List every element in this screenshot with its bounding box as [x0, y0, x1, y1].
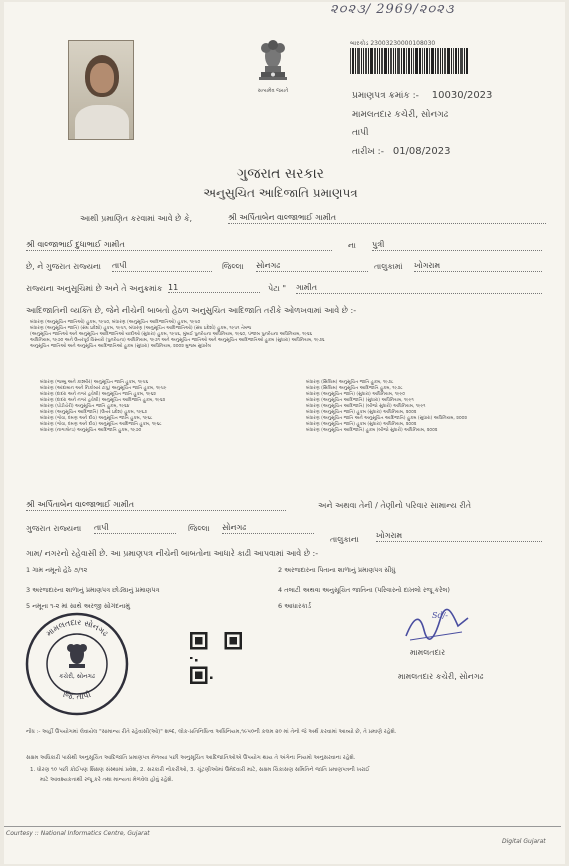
father-name: શ્રી વાલ્જાભાઈ દુધાભાઈ ગામીત: [26, 240, 332, 251]
relation-na: ના: [348, 241, 356, 250]
barcode-bar: [361, 48, 362, 74]
government-title: ગુજરાત સરકાર: [237, 166, 324, 182]
order-item: બંધારણ (અનુસૂચિત જાતિ) હુકમ (સુધારા) અધિનિયમ, ૨૦૦૨: [306, 422, 417, 427]
signature-scribble: Sd/-: [432, 611, 448, 620]
order-item: બંધારણ (આંદામાન અને નિકોબાર ટાપુ) અનુસૂચિત જાતિ હુકમ, ૧૯૫૯: [40, 386, 167, 391]
applicant-photo: [68, 40, 134, 140]
barcode-bar: [374, 48, 376, 74]
order-item: બંધારણ (નાગાલેન્ડ) અનુસૂચિત આદિજાતિ હુકમ, ૧૯૭૦: [40, 428, 142, 433]
handwritten-reference: ૨૦૨૩/ 2969/૨૦૨૩: [330, 2, 455, 17]
barcode-bar: [422, 48, 423, 74]
official-seal: [22, 606, 132, 716]
barcode-bar: [431, 48, 434, 74]
barcode-bar: [464, 48, 465, 74]
order-item: બંધારણ (ગોવા, દમણ અને દીવ) અનુસૂચિત આદિજાતિ હુકમ, ૧૯૬૮: [40, 422, 162, 427]
date-row: [352, 146, 450, 157]
res-taluka-label: તાલુકાના: [330, 535, 359, 544]
seal-mid-text: કચેરી, સોનગઢ: [59, 673, 95, 680]
residence-name: શ્રી અર્પિતાબેન વાલ્જાભાઈ ગામીત: [26, 500, 286, 511]
barcode-bar: [406, 48, 407, 74]
res-jillo: સોનગઢ: [222, 523, 314, 534]
note-conditions: 1. ધોરણ ૧૦ પછી કોઈપણ શિક્ષણ સંસ્થામાં પ્રવેશ, 2. સરકારી નોકરીઓ, 3. ચૂંટણીઓમાં ઉમેદવારી માટે, સક્ષમ ચિકાસણ સમિતિને જાતિ પ્રમાણપત્રની ખરાઈ: [30, 767, 370, 773]
signatory-title: મામલતદાર: [410, 648, 446, 657]
anusuchi-text: રાજ્યના અનુસૂચિમાં છે અને તે અનુક્રમાંક: [26, 284, 163, 293]
pet-value: ગામીત: [296, 283, 542, 294]
order-item: બંધારણ (દાદરા અને નગર હવેલી) અનુસૂચિત આદિજાતિ હુકમ, ૧૯૬૨: [40, 398, 166, 403]
signatory-office: મામલતદાર કચેરી, સોનગઢ: [398, 672, 484, 681]
seal-emblem-icon: [67, 644, 87, 668]
closing-text: ગામ/ નગરનો રહેવાસી છે. આ પ્રમાણપત્ર નીચેની બાબતોના આધારે કાઢી આપવામાં આવે છે :-: [26, 549, 319, 558]
taluka-value: ખોગરામ: [414, 261, 542, 272]
barcode-bar: [451, 48, 452, 74]
certificate-number-label: પ્રમાણપત્ર ક્રમાંક :-: [352, 91, 419, 101]
barcode: [350, 48, 480, 74]
doc-item: 3 અરજદારના શાળાનું પ્રમાણપત્ર છોડ્યાનું પ્રમાણપત્ર: [26, 586, 160, 594]
orders-column-2: [306, 380, 546, 434]
law-line: બંધારણ (અનુસૂચિત જાતિ) (સંઘ પ્રદેશો) હુકમ, ૧૯૫૧, બંધારણ (અનુસૂચિત આદિજાતિઓ) (સંઘ પ્રદેશો) હુકમ, ૧૯૫૧ તેમજ: [30, 326, 252, 331]
barcode-bar: [350, 48, 351, 74]
anusuchi-number: 11: [168, 283, 260, 293]
pet-label: પેટા ": [268, 284, 287, 293]
res-state: ગુજરાત રાજ્યના: [26, 524, 82, 533]
barcode-bar: [379, 48, 380, 74]
certificate-title: અનુસુચિત આદિજાતિ પ્રમાણપત્ર: [203, 186, 358, 200]
barcode-bar: [413, 48, 414, 74]
national-emblem-icon: [252, 36, 294, 86]
order-item: બંધારણ (અનુસૂચિત જાતિ) (સુધારા) અધિનિયમ, ૧૯૯૦: [306, 392, 405, 397]
barcode-bar: [381, 48, 383, 74]
barcode-bar: [363, 48, 364, 74]
doc-item: 4 તલાટી અથવા અનુસૂચિત જાતિના (પરિવારનો દાખલો રજૂ કરેલ): [278, 586, 450, 594]
date-label: તારીખ :-: [352, 147, 384, 157]
barcode-bar: [444, 48, 446, 74]
doc-item: 1 ગામ નમૂનો હેઠે ૭/૧૨: [26, 566, 88, 574]
order-item: બંધારણ (અનુસૂચિત આદિજાતિ) (સુધારા) અધિનિયમ, ૧૯૯૧: [306, 398, 414, 403]
barcode-bar: [435, 48, 436, 74]
issue-date: 01/08/2023: [392, 146, 451, 157]
barcode-bar: [442, 48, 443, 74]
res-taluka: ખોગરામ: [376, 531, 542, 542]
order-item: બંધારણ (અનુસૂચિત આદિજાતિ) (ઉત્તર પ્રદેશ) હુકમ, ૧૯૬૭: [40, 410, 148, 415]
order-item: બંધારણ (દાદરા અને નગર હવેલી) અનુસૂચિત જાતિ હુકમ, ૧૯૬૨: [40, 392, 156, 397]
doc-item: 5 નમૂના ૧-૨ માં સાથે અરજી સોગંદનામું: [26, 602, 130, 610]
order-item: બંધારણ (સિક્કિમ) અનુસૂચિત જાતિ હુકમ, ૧૯૭૮: [306, 380, 394, 385]
barcode-bar: [466, 48, 468, 74]
barcode-bar: [357, 48, 360, 74]
barcode-bar: [460, 48, 463, 74]
svg-text:જિ. તાપી: [62, 690, 92, 702]
law-line: બંધારણ (અનુસૂચિત જાતિઓ) હુકમ, ૧૯૫૦, બંધારણ (અનુસૂચિત આદિજાતિઓ) હુકમ, ૧૯૫૦: [30, 320, 201, 325]
header-district: તાપી: [352, 128, 369, 138]
footer-brand: Digital Gujarat: [502, 838, 546, 845]
applicant-name: શ્રી અર્પિતાબેન વાલ્જાભાઈ ગામીત: [228, 213, 546, 224]
res-jillo-label: જિલ્લા: [188, 524, 210, 533]
law-line: (અનુસૂચિત જાતિઓ અને અનુસૂચિત આદિજાતિઓ યાદીઓ (સુધારા) હુકમ, ૧૯૫૬, મુંબઈ પુનર્રચના અધિનિયમ, ૧૯૬૦, પંજાબ પુનર્રચના અધિનિયમ, ૧૯૬૬: [30, 332, 313, 337]
order-item: બંધારણ (પોંડીચેરી) અનુસૂચિત જાતિ હુકમ, ૧૯૬૪: [40, 404, 130, 409]
emblem-caption: સત્યમેવ જયતે: [257, 88, 289, 94]
footer-courtesy: Courtesy :: National Informatics Centre, Gujarat: [6, 830, 150, 837]
barcode-bar: [388, 48, 389, 74]
barcode-label: બારકોડ 23003230000108030: [350, 40, 436, 47]
note-usage: સક્ષમ અધિકારી પાસેથી અનુસૂચિત આદિજાતિ પ્રમાણપત્ર મેળવ્યા પછી અનુસૂચિત આદિજાતિઓએ ઉપયોગ થાય તે અંગેના નિયમો અનુસરવાના રહેશે.: [26, 755, 356, 761]
barcode-bar: [377, 48, 378, 74]
taluka-label: તાલુકામાં: [374, 262, 403, 271]
res-district: તાપી: [94, 523, 176, 534]
footer-divider: [4, 826, 561, 827]
barcode-bar: [401, 48, 402, 74]
jillo-value: સોનગઢ: [256, 261, 368, 272]
barcode-bar: [440, 48, 441, 74]
jillo-label: જિલ્લા: [222, 262, 244, 271]
barcode-bar: [447, 48, 450, 74]
note-residence: નોંધ :- અહીં ઉપયોગમાં લેવાયેલ "સામાન્ય રીતે રહેવાસી(ઓ)" શબ્દ, લોક-પ્રતિનિધિત્વ અધિનિયમ,૧૯૫૦ની કલમ ૨૦ માં તેનો જે અર્થ કરવામાં આવ્યો છે, તે પ્રમાણે રહેશે.: [26, 729, 397, 735]
order-item: બંધારણ (અનુસૂચિત આદિજાતિ) (બીજો સુધારો) અધિનિયમ, ૧૯૯૧: [306, 404, 426, 409]
barcode-bar: [411, 48, 412, 74]
caste-line: આદિજાતિની વ્યક્તિ છે, જેને નીચેની બાબતો હેઠળ અનુસુચિત આદિજાતિ તરીકે ઓળખવામાં આવે છે :-: [26, 306, 357, 315]
certificate-number: 10030/2023: [431, 90, 493, 101]
barcode-bar: [395, 48, 396, 74]
barcode-bar: [408, 48, 410, 74]
barcode-bar: [403, 48, 405, 74]
intro-text: આથી પ્રમાણિત કરવામાં આવે છે કે,: [80, 214, 193, 223]
barcode-bar: [458, 48, 459, 74]
barcode-bar: [393, 48, 394, 74]
residence-text: અને અથવા તેની / તેણીનો પરિવાર સામાન્ય રીતે: [318, 501, 472, 510]
barcode-bar: [397, 48, 400, 74]
barcode-bar: [424, 48, 425, 74]
state-prefix: છે, ને ગુજરાત રાજ્યના: [26, 262, 101, 271]
seal-top-text: મામલતદાર સોનગઢ: [44, 617, 110, 639]
barcode-bar: [455, 48, 457, 74]
law-line: અનુસૂચિત જાતિઓ અને અનુસૂચિત આદિજાતિઓ હુકમ (સુધારા) અધિનિયમ, ૨૦૦૨ મુજબ સુધારેલ: [30, 344, 211, 349]
issuing-office: મામલતદાર કચેરી, સોનગઢ: [352, 110, 449, 120]
barcode-bar: [365, 48, 367, 74]
note-verification: માટે આવશ્યકતાથી રજૂ કરે તથા માન્યતા મેળવેલ હોવું રહેશે.: [40, 777, 174, 783]
barcode-bar: [368, 48, 369, 74]
orders-column-1: [40, 380, 270, 434]
order-item: બંધારણ (અનુસૂચિત જાતિ અને અનુસૂચિત આદિજાતિ) હુકમ (સુધારા) અધિનિયમ, ૨૦૦૨: [306, 416, 467, 421]
order-item: બંધારણ (અનુસૂચિત જાતિ) હુકમ (સુધારા) અધિનિયમ, ૨૦૦૨: [306, 410, 417, 415]
law-line: અધિનિયમ, ૧૯૭૦ અને ઉત્તરપૂર્વ વિસ્તારો (પુનર્રચના) અધિનિયમ, ૧૯૭૧ અને અનુસૂચિત જાતિઓ અને અનુસૂચિત આદિજાતિઓ હુકમ (સુધારા) અધિનિયમ, ૧૯૭૬: [30, 338, 325, 343]
order-item: બંધારણ (અનુસૂચિત આદિજાતિ) હુકમ (બીજો સુધારો) અધિનિયમ, ૨૦૦૨: [306, 428, 438, 433]
order-item: બંધારણ (સિક્કિમ) અનુસૂચિત આદિજાતિ હુકમ, ૧૯૭૮: [306, 386, 403, 391]
barcode-bar: [426, 48, 428, 74]
doc-item: 6 આધારકાર્ડ: [278, 602, 312, 610]
verification-qr-code: [190, 632, 242, 684]
relation-value: પુત્રી: [372, 240, 542, 251]
barcode-bar: [355, 48, 356, 74]
tiny-law-list: [30, 320, 550, 350]
order-item: બંધારણ (જમ્મુ અને કાશ્મીર) અનુસૂચિત જાતિ હુકમ, ૧૯૫૬: [40, 380, 149, 385]
barcode-bar: [429, 48, 430, 74]
district-value: તાપી: [112, 261, 212, 272]
doc-item: 2 અરજદારના પિતાના શાળાનું પ્રમાણપત્ર સીધું: [278, 566, 396, 574]
barcode-bar: [415, 48, 418, 74]
barcode-bar: [384, 48, 387, 74]
certificate-number-row: [352, 90, 492, 101]
barcode-bar: [352, 48, 354, 74]
barcode-bar: [453, 48, 454, 74]
barcode-bar: [437, 48, 439, 74]
barcode-bar: [419, 48, 421, 74]
barcode-bar: [370, 48, 373, 74]
seal-bottom-text: જિ. તાપી: [62, 689, 92, 702]
order-item: બંધારણ (ગોવા, દમણ અને દીવ) અનુસૂચિત જાતિ હુકમ, ૧૯૬૮: [40, 416, 153, 421]
barcode-bar: [390, 48, 392, 74]
handwritten-signature: [396, 606, 476, 646]
